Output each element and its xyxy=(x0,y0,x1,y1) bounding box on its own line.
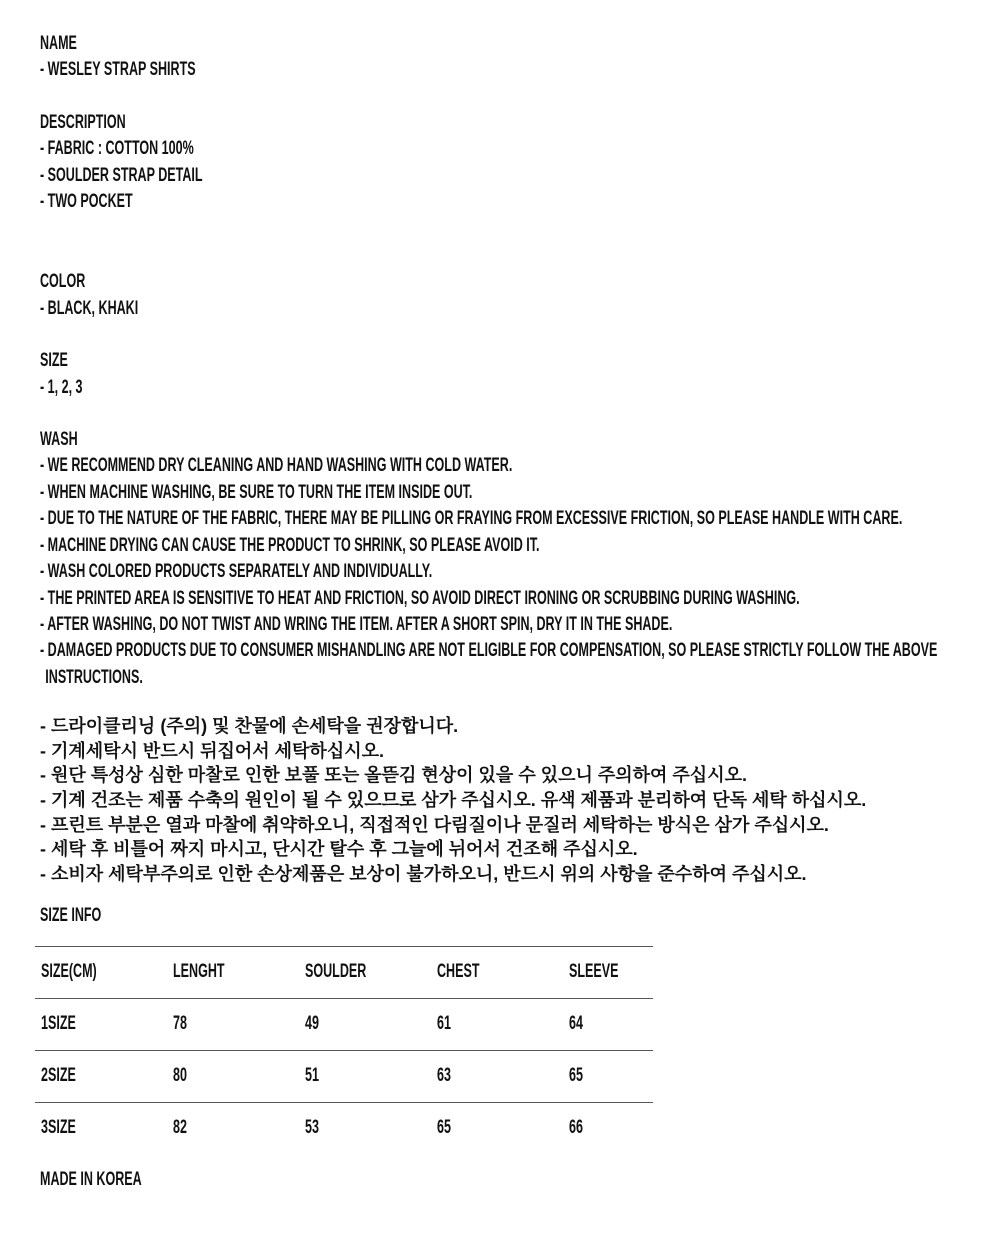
korean-care-line: - 기계세탁시 반드시 뒤집어서 세탁하십시오. xyxy=(40,740,384,761)
size-table-header-cell: SOULDER xyxy=(305,961,367,983)
size-line: - 1, 2, 3 xyxy=(40,376,83,398)
korean-care-line: - 세탁 후 비틀어 짜지 마시고, 단시간 탈수 후 그늘에 뉘어서 건조해 주십시오. xyxy=(40,839,638,860)
size-cell: 61 xyxy=(437,1013,451,1035)
size-cell: 65 xyxy=(569,1065,583,1087)
wash-instruction: - MACHINE DRYING CAN CAUSE THE PRODUCT TO SHRINK, SO PLEASE AVOID IT. xyxy=(40,534,540,556)
section-heading-color: COLOR xyxy=(40,271,86,293)
size-table-header-cell: LENGHT xyxy=(173,961,225,983)
size-table-row xyxy=(35,998,653,1050)
wash-instruction: - THE PRINTED AREA IS SENSITIVE TO HEAT AND FRICTION, SO AVOID DIRECT IRONING OR SCRUBBING DURING WASHING. xyxy=(40,587,800,609)
section-description xyxy=(40,110,1000,216)
korean-care-line: - 드라이클리닝 (주의) 및 찬물에 손세탁을 권장합니다. xyxy=(40,716,459,737)
description-line: - TWO POCKET xyxy=(40,191,133,213)
section-footer xyxy=(40,1167,1000,1193)
section-heading-size: SIZE xyxy=(40,350,68,372)
size-cell: 78 xyxy=(173,1013,187,1035)
wash-instruction: - AFTER WASHING, DO NOT TWIST AND WRING THE ITEM. AFTER A SHORT SPIN, DRY IT IN THE SHADE. xyxy=(40,613,673,635)
section-heading-wash: WASH xyxy=(40,429,78,451)
section-heading-name xyxy=(40,31,1000,57)
wash-instruction: - WHEN MACHINE WASHING, BE SURE TO TURN THE ITEM INSIDE OUT. xyxy=(40,481,473,503)
wash-instruction: - WE RECOMMEND DRY CLEANING AND HAND WASHING WITH COLD WATER. xyxy=(40,455,513,477)
size-table-row xyxy=(35,1102,653,1154)
section-heading-size-info: SIZE INFO xyxy=(40,905,102,927)
korean-care-line: - 소비자 세탁부주의로 인한 손상제품은 보상이 불가하오니, 반드시 위의 사항을 준수하여 주십시오. xyxy=(40,863,807,884)
size-table-header-cell: SIZE(CM) xyxy=(41,961,97,983)
size-table xyxy=(35,946,653,1155)
wash-instruction: - WASH COLORED PRODUCTS SEPARATELY AND INDIVIDUALLY. xyxy=(40,561,433,583)
section-size-info xyxy=(40,903,1000,1154)
wash-instruction: - DUE TO THE NATURE OF THE FABRIC, THERE MAY BE PILLING OR FRAYING FROM EXCESSIVE FRICTION, SO PLEASE HANDLE WITH CARE. xyxy=(40,508,903,530)
size-table-header-cell: SLEEVE xyxy=(569,961,619,983)
size-row-label: 2SIZE xyxy=(41,1065,76,1087)
size-cell: 64 xyxy=(569,1013,583,1035)
made-in-label: MADE IN KOREA xyxy=(40,1169,142,1191)
size-cell: 53 xyxy=(305,1117,319,1139)
size-table-row xyxy=(35,1050,653,1102)
product-name-line xyxy=(40,57,1000,83)
description-line: - FABRIC : COTTON 100% xyxy=(40,138,194,160)
size-cell: 51 xyxy=(305,1065,319,1087)
section-wash xyxy=(40,427,1000,691)
korean-care-line: - 프린트 부분은 열과 마찰에 취약하오니, 직접적인 다림질이나 문질러 세탁하는 방식은 삼가 주십시오. xyxy=(40,814,829,835)
section-name xyxy=(40,31,1000,84)
section-size xyxy=(40,348,1000,401)
product-name-text: - WESLEY STRAP SHIRTS xyxy=(40,59,196,81)
wash-instruction: - DAMAGED PRODUCTS DUE TO CONSUMER MISHANDLING ARE NOT ELIGIBLE FOR COMPENSATION, SO PLEASE STRICTLY FOLLOW THE ABOVE INSTRUCTIONS. xyxy=(40,640,938,688)
section-color xyxy=(40,269,1000,322)
size-row-label: 1SIZE xyxy=(41,1013,76,1035)
section-korean-care xyxy=(40,714,1000,886)
korean-care-line: - 기계 건조는 제품 수축의 원인이 될 수 있으므로 삼가 주십시오. 유색 제품과 분리하여 단독 세탁 하십시오. xyxy=(40,789,867,810)
size-cell: 49 xyxy=(305,1013,319,1035)
size-table-header-cell: CHEST xyxy=(437,961,480,983)
section-heading-description: DESCRIPTION xyxy=(40,111,126,133)
color-line: - BLACK, KHAKI xyxy=(40,297,139,319)
korean-care-line: - 원단 특성상 심한 마찰로 인한 보풀 또는 올뜯김 현상이 있을 수 있으니 주의하여 주십시오. xyxy=(40,765,747,786)
size-row-label: 3SIZE xyxy=(41,1117,76,1139)
size-table-header-row xyxy=(35,946,653,998)
size-cell: 65 xyxy=(437,1117,451,1139)
size-cell: 66 xyxy=(569,1117,583,1139)
size-cell: 80 xyxy=(173,1065,187,1087)
name-heading-text: NAME xyxy=(40,33,77,54)
size-cell: 63 xyxy=(437,1065,451,1087)
size-cell: 82 xyxy=(173,1117,187,1139)
description-line: - SOULDER STRAP DETAIL xyxy=(40,164,203,186)
